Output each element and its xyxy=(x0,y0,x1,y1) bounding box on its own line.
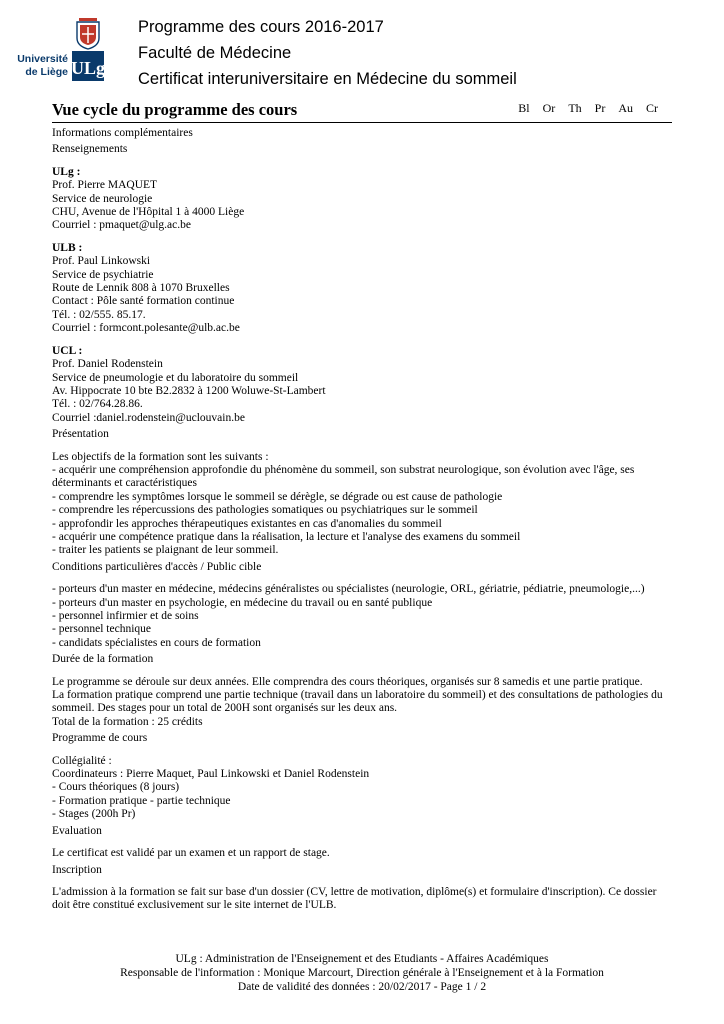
presentation-body xyxy=(52,451,674,558)
contact-line: Courriel :daniel.rodenstein@uclouvain.be xyxy=(52,411,245,424)
duree-body xyxy=(52,676,674,730)
svg-text:ULg: ULg xyxy=(70,58,106,78)
column-header-au: Au xyxy=(618,101,633,115)
paragraph-line: - porteurs d'un master en psychologie, en médecine du travail ou en santé publique xyxy=(52,596,433,609)
paragraph-line: - comprendre les symptômes lorsque le sommeil se dérègle, se dégrade ou est cause de pathologie xyxy=(52,490,503,503)
paragraph-line: - acquérir une compréhension approfondie du phénomène du sommeil, son substrat neurologique, son évolution avec l'âge, ses déterminants et caractéristiques xyxy=(52,463,635,490)
paragraph-line: Le certificat est validé par un examen et un rapport de stage. xyxy=(52,847,330,860)
paragraph-line: - traiter les patients se plaignant de leur sommeil. xyxy=(52,544,279,557)
ulg-emblem-icon xyxy=(70,16,106,84)
paragraph-line: Total de la formation : 25 crédits xyxy=(52,715,203,728)
page-footer xyxy=(0,952,724,994)
contact-line: Prof. Pierre MAQUET xyxy=(52,179,158,192)
contact-label: ULB : xyxy=(52,241,83,254)
contact-line: Courriel : formcont.polesante@ulb.ac.be xyxy=(52,322,240,335)
section-title-evaluation: Evaluation xyxy=(52,824,102,837)
section-title-programme: Programme de cours xyxy=(52,732,148,745)
paragraph-line: Le programme se déroule sur deux années. Elle comprendra des cours théoriques, organisés sur 8 samedis et une partie pratique. xyxy=(52,675,643,688)
contact-line: Av. Hippocrate 10 bte B2.2832 à 1200 Woluwe-St-Lambert xyxy=(52,384,326,397)
evaluation-body xyxy=(52,847,674,860)
page-title: Vue cycle du programme des cours xyxy=(52,100,298,119)
contact-line: Service de psychiatrie xyxy=(52,268,154,281)
footer-line-administration: ULg : Administration de l'Enseignement et des Etudiants - Affaires Académiques xyxy=(175,953,549,965)
contact-ulg xyxy=(52,166,674,233)
contact-line: Contact : Pôle santé formation continue xyxy=(52,295,235,308)
contact-line: Prof. Paul Linkowski xyxy=(52,255,151,268)
column-headers xyxy=(508,101,658,116)
header-programme: Programme des cours 2016-2017 xyxy=(138,18,384,36)
conditions-body xyxy=(52,583,674,650)
programme-body xyxy=(52,755,674,822)
document-content xyxy=(52,127,674,913)
section-title-conditions: Conditions particulières d'accès / Public cible xyxy=(52,560,262,573)
contact-line: Tél. : 02/764.28.86. xyxy=(52,398,143,411)
contact-line: Service de neurologie xyxy=(52,192,153,205)
paragraph-line: La formation pratique comprend une partie technique (travail dans un laboratoire du sommeil) et des consultations de pathologies du sommeil. Des stages pour un total de 200H sont organisés sur les deux ans. xyxy=(52,689,663,715)
footer-line-responsable: Responsable de l'information : Monique Marcourt, Direction générale à l'Enseignement et à la Formation xyxy=(120,967,604,979)
header-certificate: Certificat interuniversitaire en Médecine du sommeil xyxy=(138,70,517,88)
contact-label: ULg : xyxy=(52,165,81,178)
paragraph-line: - comprendre les répercussions des pathologies somatiques ou psychiatriques sur le sommeil xyxy=(52,504,478,517)
section-title-info: Informations complémentaires xyxy=(52,127,193,139)
section-title-renseignements: Renseignements xyxy=(52,143,128,156)
logo-text-line1: Université xyxy=(17,53,68,65)
section-title-inscription: Inscription xyxy=(52,863,102,876)
contact-label: UCL : xyxy=(52,344,83,357)
contact-line: Courriel : pmaquet@ulg.ac.be xyxy=(52,219,191,232)
logo-wordmark xyxy=(14,53,68,79)
column-header-cr: Cr xyxy=(646,101,658,115)
logo-text-line2: de Liège xyxy=(25,66,68,78)
paragraph-line: - personnel infirmier et de soins xyxy=(52,610,199,622)
header-faculty: Faculté de Médecine xyxy=(138,44,292,62)
contact-ucl xyxy=(52,345,674,425)
section-title-duree: Durée de la formation xyxy=(52,653,154,666)
paragraph-line: - acquérir une compétence pratique dans la réalisation, la lecture et l'analyse des examens du sommeil xyxy=(52,530,521,543)
document-header xyxy=(138,14,517,92)
paragraph-line: - Stages (200h Pr) xyxy=(52,808,136,821)
paragraph-line: - porteurs d'un master en médecine, médecins généralistes ou spécialistes (neurologie, ORL, gériatrie, pédiatrie, pneumologie,...) xyxy=(52,583,645,596)
paragraph-line: L'admission à la formation se fait sur base d'un dossier (CV, lettre de motivation, diplôme(s) et formulaire d'inscription). Ce dossier doit être constitué exclusivement sur le site internet de l'ULB. xyxy=(52,885,657,912)
university-logo xyxy=(14,16,106,86)
paragraph-line: - approfondir les approches thérapeutiques existantes en cas d'anomalies du sommeil xyxy=(52,517,442,530)
footer-line-validity: Date de validité des données : 20/02/2017 - Page 1 / 2 xyxy=(237,981,487,993)
section-title-presentation: Présentation xyxy=(52,428,109,441)
contact-ulb xyxy=(52,242,674,336)
paragraph-line: Coordinateurs : Pierre Maquet, Paul Linkowski et Daniel Rodenstein xyxy=(52,768,370,781)
contact-line: CHU, Avenue de l'Hôpital 1 à 4000 Liège xyxy=(52,206,245,219)
column-header-th: Th xyxy=(568,101,582,115)
paragraph-line: Collégialité : xyxy=(52,754,112,767)
column-header-pr: Pr xyxy=(594,101,606,115)
paragraph-line: - personnel technique xyxy=(52,623,151,636)
contact-line: Route de Lennik 808 à 1070 Bruxelles xyxy=(52,282,230,295)
column-header-bl: Bl xyxy=(518,101,530,115)
contact-line: Service de pneumologie et du laboratoire du sommeil xyxy=(52,371,299,384)
column-header-or: Or xyxy=(542,101,556,115)
inscription-body xyxy=(52,886,674,913)
contact-line: Tél. : 02/555. 85.17. xyxy=(52,308,146,321)
paragraph-line: - Formation pratique - partie technique xyxy=(52,794,231,807)
paragraph-line: - Cours théoriques (8 jours) xyxy=(52,781,180,794)
contact-line: Prof. Daniel Rodenstein xyxy=(52,358,163,371)
paragraph-line: - candidats spécialistes en cours de formation xyxy=(52,636,261,649)
title-bar xyxy=(52,100,672,123)
paragraph-line: Les objectifs de la formation sont les suivants : xyxy=(52,450,269,463)
